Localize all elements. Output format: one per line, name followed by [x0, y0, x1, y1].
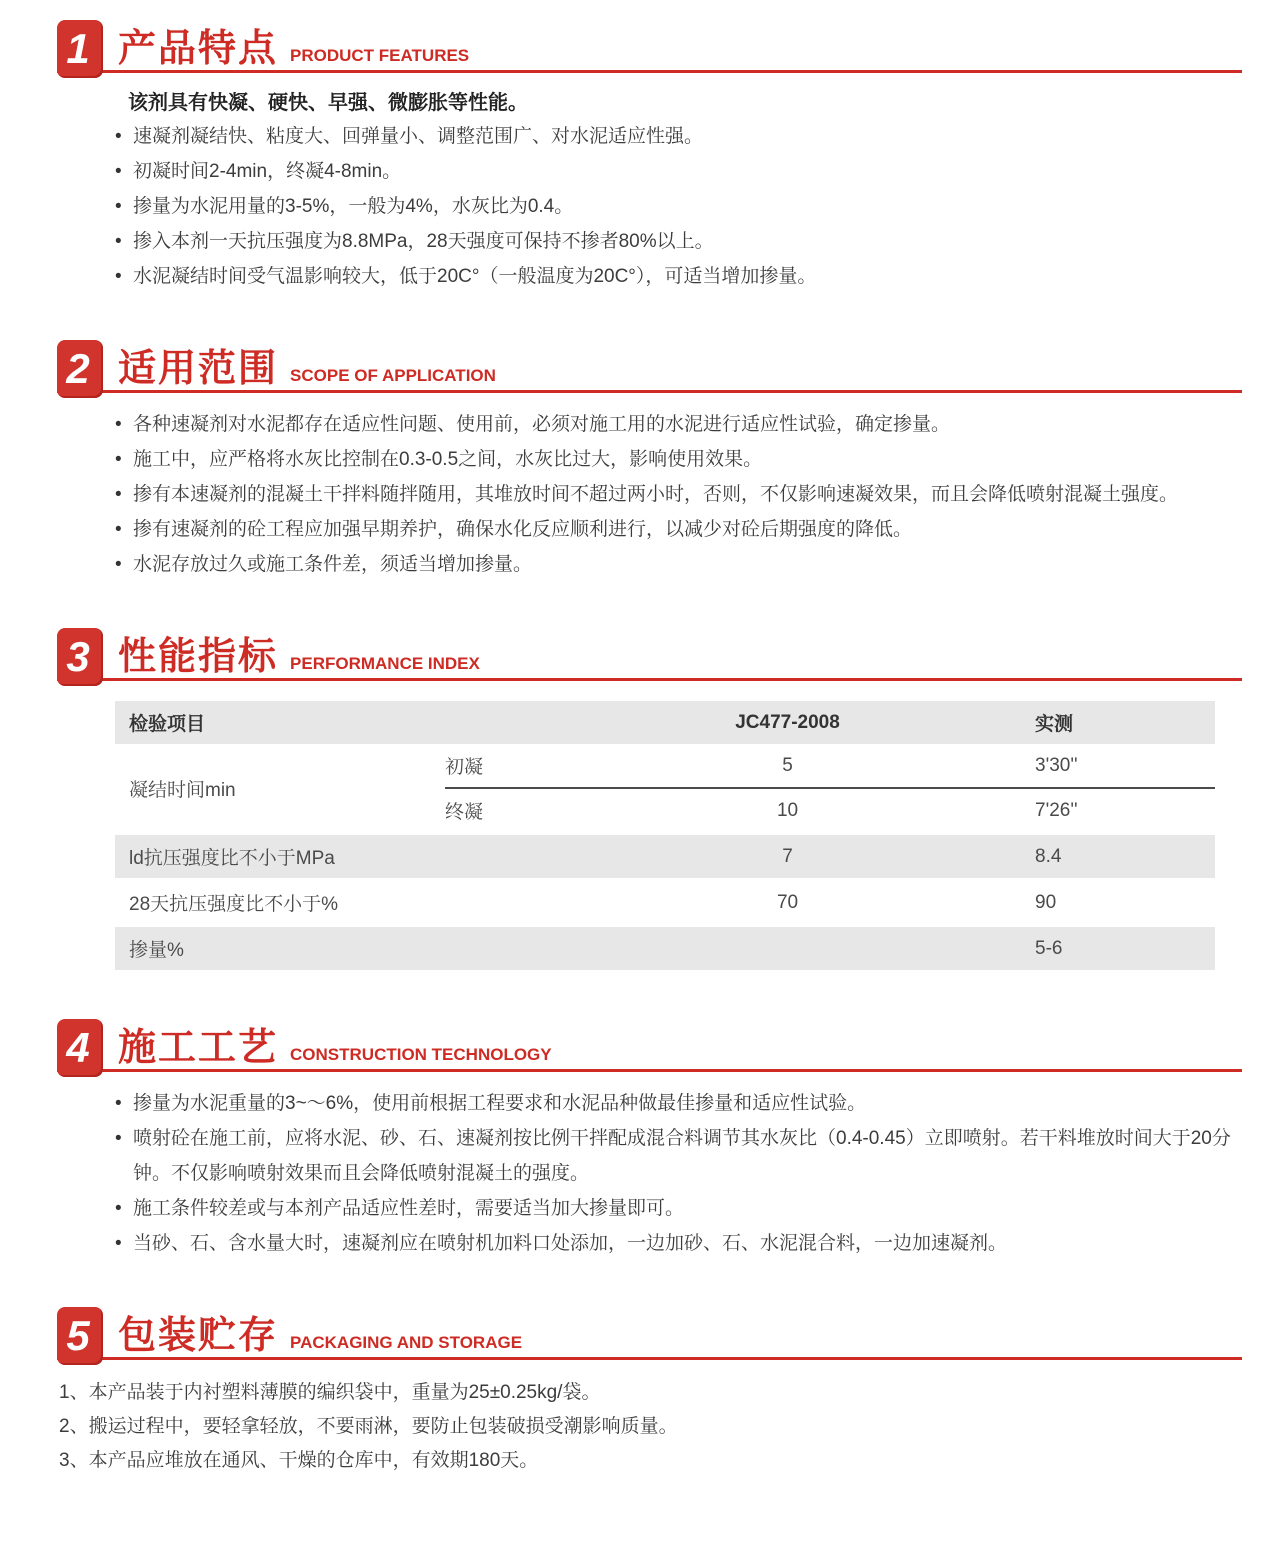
cell-label: ld抗压强度比不小于MPa [115, 834, 560, 880]
cell-standard: 10 [776, 799, 799, 821]
section-header [57, 1307, 1242, 1360]
bullet-item: • 初凝时间2-4min，终凝4-8min。 [115, 154, 1242, 189]
bullet-item: • 水泥存放过久或施工条件差，须适当增加掺量。 [115, 547, 1242, 582]
section-header [57, 1019, 1242, 1072]
section-title: 性能指标 [118, 636, 279, 678]
cell-label: 掺量% [115, 926, 560, 972]
cell-sub: 终凝 [445, 802, 484, 823]
numbered-item: 3、本产品应堆放在通风、干燥的仓库中，有效期180天。 [59, 1450, 539, 1471]
bullet-item: • 各种速凝剂对水泥都存在适应性问题、使用前，必须对施工用的水泥进行适应性试验，确定掺量。 [115, 407, 1242, 442]
cell-standard [560, 926, 1015, 972]
col-header-standard: JC477-2008 [560, 701, 1015, 744]
setting-time-label: 凝结时间min [129, 779, 236, 801]
table-header-row [115, 701, 1215, 744]
bullet-item: • 速凝剂凝结快、粘度大、回弹量小、调整范围广、对水泥适应性强。 [115, 119, 1242, 154]
bullet-item: • 水泥凝结时间受气温影响较大，低于20C°（一般温度为20C°），可适当增加掺量。 [115, 259, 1242, 294]
section-subtitle: PACKAGING AND STORAGE [290, 1333, 523, 1352]
section-product-features [57, 20, 1242, 294]
section-body [57, 73, 1242, 294]
section-title: 产品特点 [118, 28, 279, 70]
numbered-item: 1、本产品装于内衬塑料薄膜的编织袋中，重量为25±0.25kg/袋。 [59, 1382, 601, 1403]
section-body [57, 1360, 1242, 1478]
table-row [115, 926, 1215, 972]
cell-measured: 90 [1035, 891, 1057, 913]
cell-standard: 7 [560, 834, 1015, 880]
cell-measured: 8.4 [1015, 834, 1215, 880]
features-intro: 该剂具有快凝、硬快、早强、微膨胀等性能。 [128, 92, 528, 114]
bullet-item: • 掺量为水泥用量的3-5%，一般为4%，水灰比为0.4。 [115, 189, 1242, 224]
bullet-item: • 喷射砼在施工前，应将水泥、砂、石、速凝剂按比例干拌配成混合料调节其水灰比（0.4-0.45）立即喷射。若干料堆放时间大于20分钟。不仅影响喷射效果而且会降低喷射混凝土的强度。 [115, 1121, 1242, 1191]
section-scope-of-application [57, 340, 1242, 582]
cell-standard: 5 [560, 744, 1015, 788]
section-body [57, 1072, 1242, 1261]
cell-measured: 3'30'' [1015, 744, 1215, 788]
table-row [115, 744, 1215, 788]
cell-sub: 初凝 [445, 744, 560, 788]
construction-list [115, 1086, 1242, 1261]
section-body [57, 681, 1242, 973]
section-number-badge: 5 [57, 1307, 103, 1365]
section-body [57, 393, 1242, 582]
section-title: 施工工艺 [118, 1027, 279, 1069]
section-subtitle: PRODUCT FEATURES [290, 46, 470, 65]
col-header-project: 检验项目 [115, 701, 560, 744]
section-number-badge: 2 [57, 340, 103, 398]
section-subtitle: CONSTRUCTION TECHNOLOGY [290, 1045, 552, 1064]
section-packaging-storage [57, 1307, 1242, 1478]
section-number-badge: 4 [57, 1019, 103, 1077]
section-title: 适用范围 [118, 348, 279, 390]
bullet-item: • 掺有本速凝剂的混凝土干拌料随拌随用，其堆放时间不超过两小时，否则，不仅影响速凝效果，而且会降低喷射混凝土强度。 [115, 477, 1242, 512]
cell-label: 28天抗压强度比不小于% [129, 894, 339, 915]
section-number-badge: 3 [57, 628, 103, 686]
bullet-item: • 掺量为水泥重量的3~～6%，使用前根据工程要求和水泥品种做最佳掺量和适应性试验。 [115, 1086, 1242, 1121]
bullet-item: • 当砂、石、含水量大时，速凝剂应在喷射机加料口处添加，一边加砂、石、水泥混合料，一边加速凝剂。 [115, 1226, 1242, 1261]
bullet-item: • 掺入本剂一天抗压强度为8.8MPa，28天强度可保持不掺者80%以上。 [115, 224, 1242, 259]
section-number-badge: 1 [57, 20, 103, 78]
section-construction-technology [57, 1019, 1242, 1261]
cell-measured: 7'26'' [1035, 799, 1078, 821]
section-header [57, 628, 1242, 681]
table-row [115, 880, 1215, 926]
bullet-item: • 施工中，应严格将水灰比控制在0.3-0.5之间，水灰比过大，影响使用效果。 [115, 442, 1242, 477]
features-list [115, 119, 1242, 294]
performance-table [115, 701, 1215, 973]
section-subtitle: SCOPE OF APPLICATION [290, 366, 496, 385]
table-row [115, 834, 1215, 880]
section-subtitle: PERFORMANCE INDEX [290, 654, 480, 673]
cell-standard: 70 [776, 891, 799, 913]
section-header [57, 340, 1242, 393]
col-header-measured: 实测 [1015, 701, 1215, 744]
scope-list [115, 407, 1242, 582]
bullet-item: • 施工条件较差或与本剂产品适应性差时，需要适当加大掺量即可。 [115, 1191, 1242, 1226]
cell-measured: 5-6 [1015, 926, 1215, 972]
numbered-item: 2、搬运过程中，要轻拿轻放，不要雨淋，要防止包装破损受潮影响质量。 [59, 1416, 678, 1437]
section-title: 包装贮存 [118, 1315, 279, 1357]
section-performance-index [57, 628, 1242, 973]
bullet-item: • 掺有速凝剂的砼工程应加强早期养护，确保水化反应顺利进行，以减少对砼后期强度的降低。 [115, 512, 1242, 547]
section-header [57, 20, 1242, 73]
